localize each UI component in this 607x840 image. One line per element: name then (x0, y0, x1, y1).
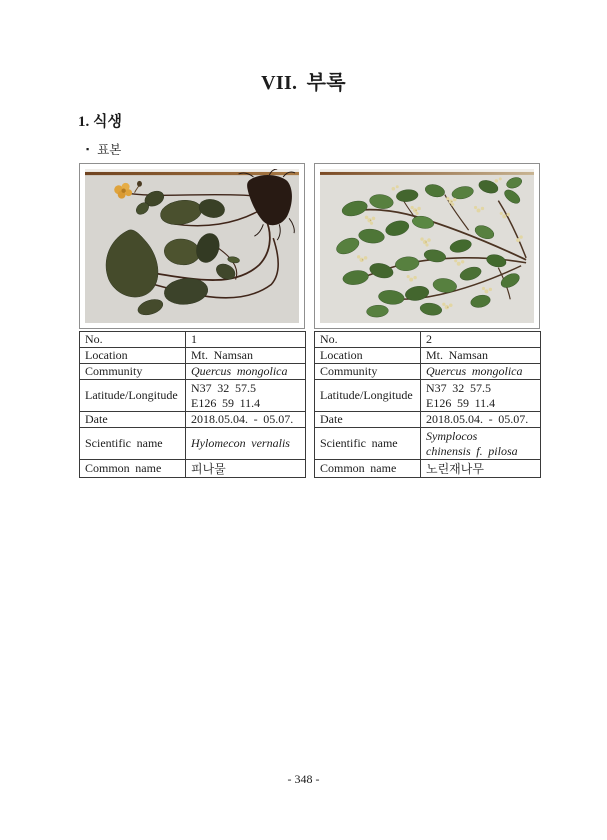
longitude-value: E126 59 11.4 (191, 395, 261, 410)
table-row (315, 460, 541, 478)
field-value: Quercus mongolica (186, 364, 306, 380)
field-value: 노린재나무 (421, 460, 541, 478)
scientific-name-line1: Hylomecon vernalis (191, 436, 290, 450)
page-number: - 348 - (287, 772, 320, 786)
scientific-name-line1: Symplocos (426, 428, 478, 443)
specimen-photo-2 (320, 169, 534, 323)
field-value (186, 428, 306, 460)
field-value: 2 (421, 332, 541, 348)
field-value: 2018.05.04. - 05.07. (421, 412, 541, 428)
specimen-block-2 (314, 163, 540, 478)
field-label: Location (315, 348, 421, 364)
field-value: Mt. Namsan (186, 348, 306, 364)
scientific-name-line2: chinensis f. pilosa (426, 443, 518, 458)
specimen-grid (79, 163, 540, 478)
field-value: 1 (186, 332, 306, 348)
field-label: Common name (80, 460, 186, 478)
table-row (80, 428, 306, 460)
field-label: Community (80, 364, 186, 380)
field-label: Scientific name (80, 428, 186, 460)
latitude-value: N37 32 57.5 (191, 380, 256, 395)
latitude-value: N37 32 57.5 (426, 380, 491, 395)
table-row (315, 364, 541, 380)
field-label: Date (80, 412, 186, 428)
table-row (80, 412, 306, 428)
field-label: Latitude/Longitude (80, 380, 186, 412)
field-label: Community (315, 364, 421, 380)
field-label: Latitude/Longitude (315, 380, 421, 412)
square-bullet-icon: ▪ (86, 144, 90, 154)
table-row (80, 460, 306, 478)
table-row (80, 332, 306, 348)
section-heading: 1. 식생 (78, 114, 122, 130)
table-row (315, 412, 541, 428)
specimen-photo-frame-1 (79, 163, 305, 329)
field-value: 피나물 (186, 460, 306, 478)
specimen-table-2 (314, 331, 541, 478)
field-label: No. (80, 332, 186, 348)
table-row (80, 364, 306, 380)
field-value (186, 380, 306, 412)
field-value (421, 428, 541, 460)
table-row (315, 428, 541, 460)
field-label: Location (80, 348, 186, 364)
field-value: Mt. Namsan (421, 348, 541, 364)
table-row (315, 332, 541, 348)
table-row (315, 348, 541, 364)
specimen-photo-frame-2 (314, 163, 540, 329)
bullet-label: 표본 (97, 143, 122, 157)
field-value (421, 380, 541, 412)
table-row (80, 348, 306, 364)
table-row (315, 380, 541, 412)
field-label: No. (315, 332, 421, 348)
specimen-photo-1 (85, 169, 299, 323)
field-value: 2018.05.04. - 05.07. (186, 412, 306, 428)
field-label: Scientific name (315, 428, 421, 460)
page-title: VII. 부록 (261, 72, 346, 94)
field-value: Quercus mongolica (421, 364, 541, 380)
longitude-value: E126 59 11.4 (426, 395, 496, 410)
field-label: Common name (315, 460, 421, 478)
table-row (80, 380, 306, 412)
field-label: Date (315, 412, 421, 428)
specimen-block-1 (79, 163, 305, 478)
bullet-line (86, 140, 607, 158)
specimen-table-1 (79, 331, 306, 478)
